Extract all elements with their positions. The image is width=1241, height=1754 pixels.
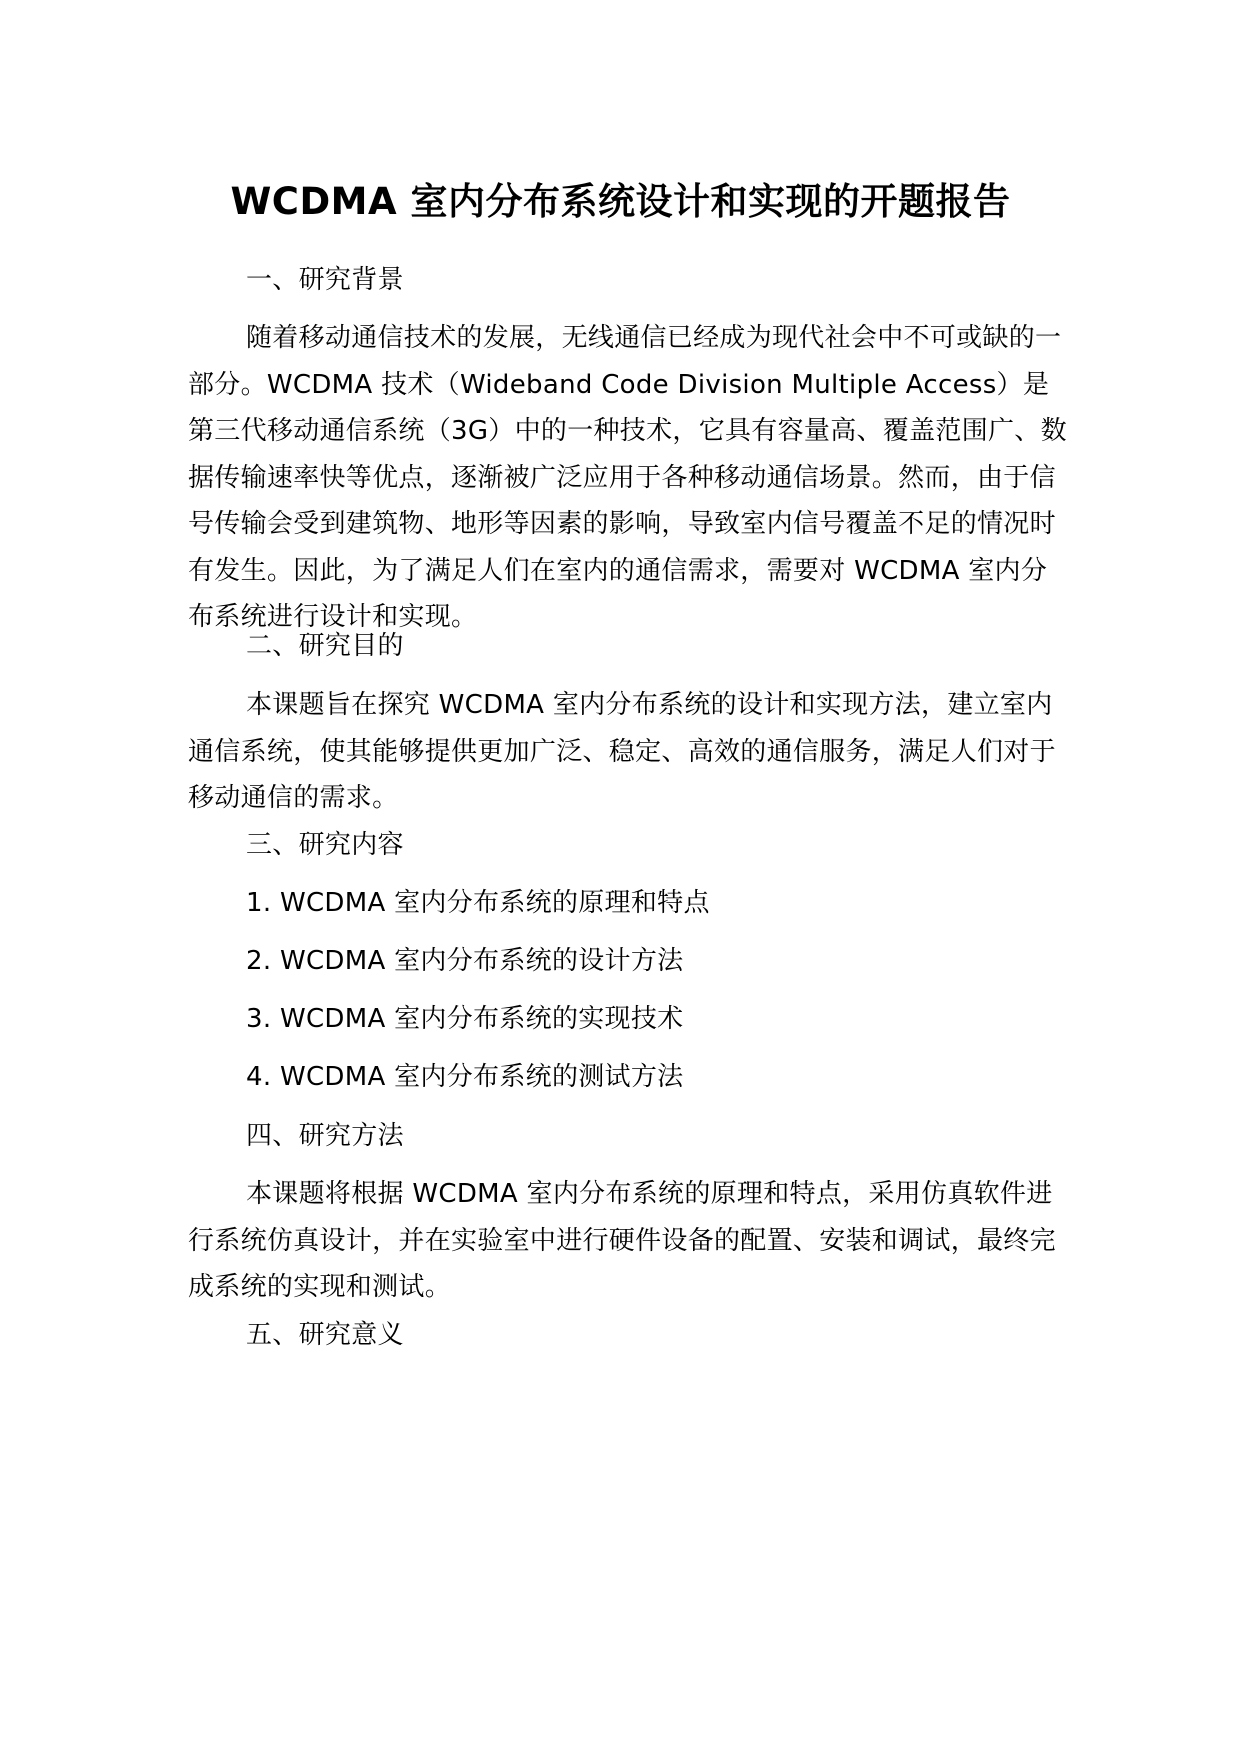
list-item: 1. WCDMA 室内分布系统的原理和特点 — [246, 888, 710, 918]
section-paragraph-background: 随着移动通信技术的发展，无线通信已经成为现代社会中不可或缺的一部分。WCDMA 技术（Wideband Code Division Multiple Access）是第三代移动通信系统（3G）中的一种技术，它具有容量高、覆盖范围广、数据传输速率快等优点，逐渐被广泛应用于各种移动通信场景。然而，由于信号传输会受到建筑物、地形等因素的影响，导致室内信号覆盖不足的情况时有发生。因此，为了满足人们在室内的通信需求，需要对 WCDMA 室内分布系统进行设计和实现。 — [188, 323, 1067, 632]
list-item: 2. WCDMA 室内分布系统的设计方法 — [246, 946, 684, 976]
list-item: 3. WCDMA 室内分布系统的实现技术 — [246, 1004, 684, 1034]
section-paragraph-purpose: 本课题旨在探究 WCDMA 室内分布系统的设计和实现方法，建立室内通信系统，使其能够提供更加广泛、稳定、高效的通信服务，满足人们对于移动通信的需求。 — [188, 690, 1056, 813]
document-title: WCDMA 室内分布系统设计和实现的开题报告 — [230, 180, 1011, 223]
list-item: 4. WCDMA 室内分布系统的测试方法 — [246, 1062, 684, 1092]
section-heading-purpose: 二、研究目的 — [246, 631, 404, 661]
section-heading-method: 四、研究方法 — [246, 1121, 404, 1151]
section-heading-significance: 五、研究意义 — [246, 1320, 404, 1350]
section-heading-content: 三、研究内容 — [246, 830, 404, 860]
section-paragraph-method: 本课题将根据 WCDMA 室内分布系统的原理和特点，采用仿真软件进行系统仿真设计，并在实验室中进行硬件设备的配置、安装和调试，最终完成系统的实现和测试。 — [188, 1179, 1056, 1302]
section-heading-background: 一、研究背景 — [246, 265, 404, 295]
